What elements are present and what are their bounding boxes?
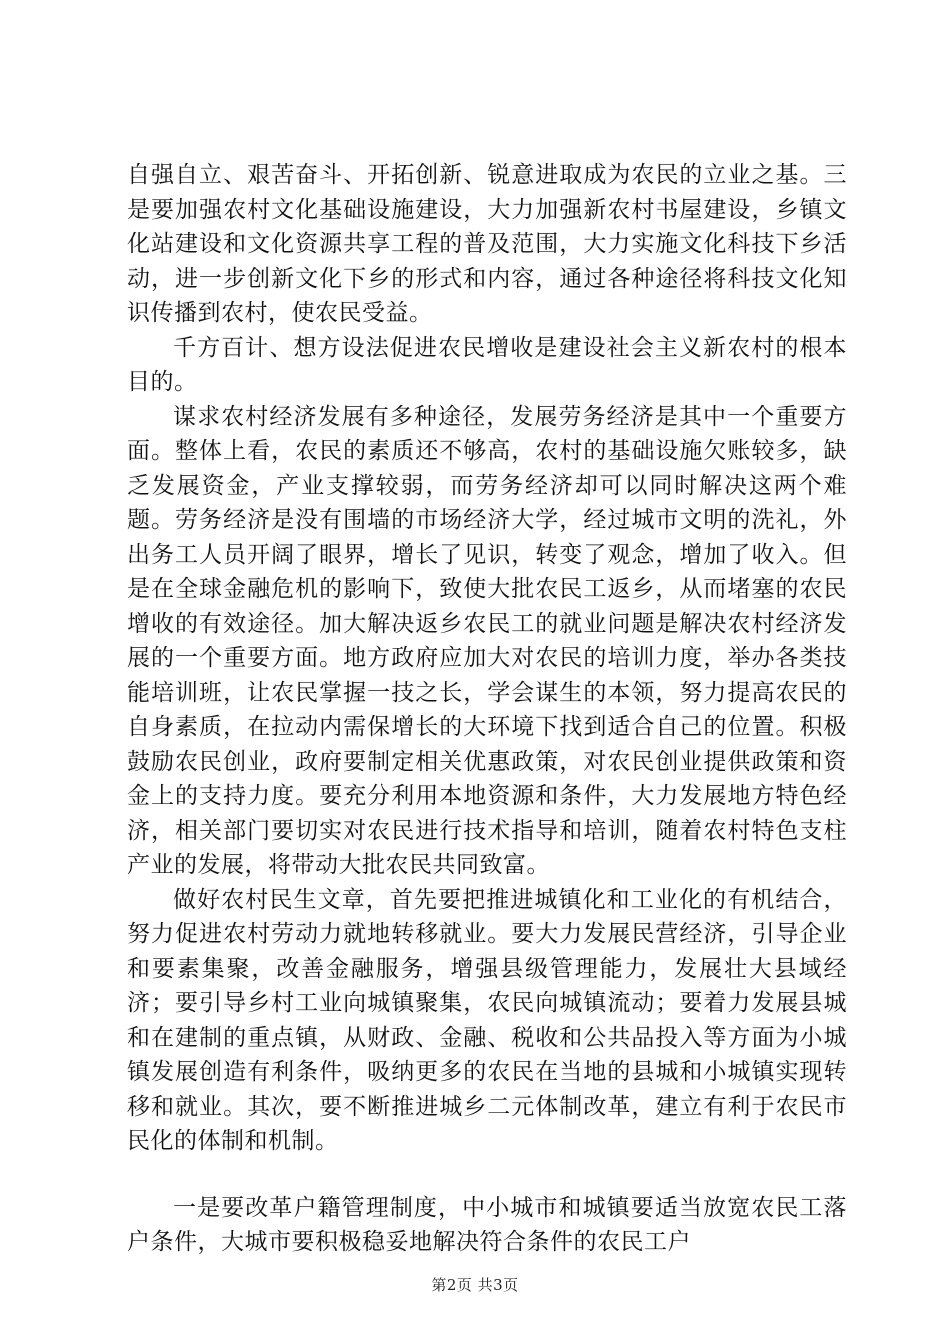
paragraph-household-registration: 一是要改革户籍管理制度，中小城市和城镇要适当放宽农民工落户条件，大城市要积极稳妥地解决符合条件的农民工户 [127, 1194, 847, 1255]
document-body [127, 158, 847, 1260]
paragraph-urbanization: 做好农村民生文章，首先要把推进城镇化和工业化的有机结合，努力促进农村劳动力就地转移就业。要大力发展民营经济，引导企业和要素集聚，改善金融服务，增强县级管理能力，发展壮大县域经济；要引导乡村工业向城镇聚集，农民向城镇流动；要着力发展县城和在建制的重点镇，从财政、金融、税收和公共品投入等方面为小城镇发展创造有利条件，吸纳更多的农民在当地的县城和小城镇实现转移和就业。其次，要不断推进城乡二元体制改革，建立有利于农民市民化的体制和机制。 [127, 886, 847, 1154]
page-number-footer: 第2页 共3页 [431, 1276, 519, 1294]
paragraph-continuation: 自强自立、艰苦奋斗、开拓创新、锐意进取成为农民的立业之基。三是要加强农村文化基础设施建设，大力加强新农村书屋建设，乡镇文化站建设和文化资源共享工程的普及范围，大力实施文化科技下乡活动，进一步创新文化下乡的形式和内容，通过各种途径将科技文化知识传播到农村，使农民受益。 [127, 162, 847, 326]
paragraph-farmer-income: 千方百计、想方设法促进农民增收是建设社会主义新农村的根本目的。 [127, 334, 847, 395]
paragraph-labor-economy: 谋求农村经济发展有多种途径，发展劳务经济是其中一个重要方面。整体上看，农民的素质还不够高，农村的基础设施欠账较多，缺乏发展资金，产业支撑较弱，而劳务经济却可以同时解决这两个难题。劳务经济是没有围墙的市场经济大学，经过城市文明的洗礼，外出务工人员开阔了眼界，增长了见识，转变了观念，增加了收入。但是在全球金融危机的影响下，致使大批农民工返乡，从而堵塞的农民增收的有效途径。加大解决返乡农民工的就业问题是解决农村经济发展的一个重要方面。地方政府应加大对农民的培训力度，举办各类技能培训班，让农民掌握一技之长，学会谋生的本领，努力提高农民的自身素质，在拉动内需保增长的大环境下找到适合自己的位置。积极鼓励农民创业，政府要制定相关优惠政策，对农民创业提供政策和资金上的支持力度。要充分利用本地资源和条件，大力发展地方特色经济，相关部门要切实对农民进行技术指导和培训，随着农村特色支柱产业的发展，将带动大批农民共同致富。 [127, 403, 847, 878]
